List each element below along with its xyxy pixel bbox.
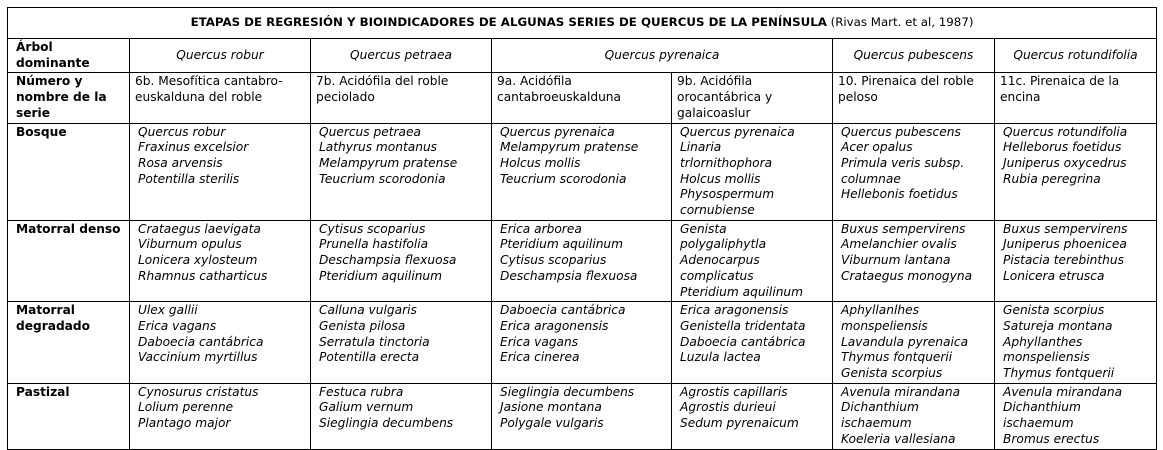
species-name: Pteridium aquilinum (319, 268, 443, 283)
species-name: Holcus mollis (680, 171, 761, 186)
species-name: Koeleria vallesiana (841, 431, 956, 446)
species-name: Festuca rubra (319, 384, 404, 399)
species-name: Thymus fontquerii (841, 350, 953, 365)
species-name: columnae (841, 171, 901, 186)
species-name: Erica aragonensis (680, 303, 789, 318)
species-name: Crataegus monogyna (841, 268, 973, 283)
species-name: Melampyrum pratense (500, 140, 639, 155)
species-name: Hellebonis foetidus (841, 187, 958, 202)
species-name: Holcus mollis (500, 155, 581, 170)
species-name: polygaliphytla (680, 237, 767, 252)
table-title-source: (Rivas Mart. et al, 1987) (830, 15, 974, 30)
species-name: Quercus pyrenaica (680, 124, 795, 139)
species-name: cornubiense (680, 203, 755, 218)
species-name: Physospermum (680, 187, 775, 202)
species-name: Adenocarpus (680, 253, 760, 268)
species-cell (311, 220, 492, 302)
species-name: Cynosurus cristatus (138, 384, 259, 399)
species-cell (995, 123, 1157, 220)
species-name: Daboecia cantábrica (500, 303, 626, 318)
species-name: Pteridium aquilinum (680, 284, 804, 299)
species-name: Helleborus foetidus (1003, 140, 1122, 155)
species-cell (672, 302, 833, 384)
species-cell (672, 383, 833, 449)
species-name: Prunella hastifolia (319, 237, 429, 252)
species-cell (995, 302, 1157, 384)
dominant-tree-row (8, 39, 1157, 73)
species-name: ischaemum (1003, 416, 1074, 431)
species-name: Pteridium aquilinum (500, 237, 624, 252)
species-name: Genistella tridentata (680, 318, 806, 333)
species-name: Quercus rotundifolia (1003, 124, 1128, 139)
species-name: Deschampsia flexuosa (319, 253, 457, 268)
species-name: Satureja montana (1003, 318, 1113, 333)
species-name: Ulex gallii (138, 303, 198, 318)
tree-pubescens: Quercus pubescens (833, 39, 995, 73)
matorral-degradado-row (8, 302, 1157, 384)
series-cell: 9b. Acidófila orocantábrica y galaicoaslur (672, 73, 833, 123)
species-name: Plantago major (138, 416, 231, 431)
species-name: Erica aragonensis (500, 318, 609, 333)
species-cell (492, 220, 672, 302)
species-name: Fraxinus excelsior (138, 140, 249, 155)
species-cell (311, 302, 492, 384)
species-name: Galium vernum (319, 400, 414, 415)
species-name: Lonicera xylosteum (138, 253, 258, 268)
row-label-arbol: Árbol dominante (8, 39, 130, 73)
species-name: Sieglingia decumbens (319, 416, 454, 431)
row-label-bosque: Bosque (8, 123, 130, 220)
species-name: Acer opalus (841, 140, 913, 155)
species-name: Lonicera etrusca (1003, 268, 1105, 283)
species-cell (492, 383, 672, 449)
species-name: Polygale vulgaris (500, 416, 604, 431)
table-title (8, 8, 1157, 39)
series-cell: 6b. Mesofítica cantabro-euskalduna del roble (130, 73, 311, 123)
tree-rotundifolia: Quercus rotundifolia (995, 39, 1157, 73)
series-cell: 11c. Pirenaica de la encina (995, 73, 1157, 123)
species-name: Aphyllanlhes (841, 303, 919, 318)
species-name: Amelanchier ovalis (841, 237, 957, 252)
species-cell (311, 383, 492, 449)
species-name: Quercus pyrenaica (500, 124, 615, 139)
title-row (8, 8, 1157, 39)
species-name: Pistacia terebinthus (1003, 253, 1124, 268)
species-cell (672, 220, 833, 302)
species-name: Lolium perenne (138, 400, 234, 415)
bioindicator-table-wrapper (7, 7, 1156, 450)
row-label-pastizal: Pastizal (8, 383, 130, 449)
species-name: monspeliensis (1003, 350, 1090, 365)
species-name: Genista scorpius (1003, 303, 1105, 318)
species-name: Potentilla erecta (319, 350, 420, 365)
species-name: Erica arborea (500, 221, 582, 236)
species-name: Vaccinium myrtillus (138, 350, 258, 365)
species-name: Quercus pubescens (841, 124, 961, 139)
species-name: Deschampsia flexuosa (500, 268, 638, 283)
species-name: Crataegus laevigata (138, 221, 261, 236)
species-name: trlornithophora (680, 155, 773, 170)
species-cell (833, 123, 995, 220)
species-name: monspeliensis (841, 318, 928, 333)
species-name: Thymus fontquerii (1003, 366, 1115, 381)
species-name: Buxus sempervirens (1003, 221, 1128, 236)
tree-robur: Quercus robur (130, 39, 311, 73)
species-name: Sedum pyrenaicum (680, 416, 799, 431)
species-cell (833, 220, 995, 302)
species-cell (833, 383, 995, 449)
species-cell (995, 383, 1157, 449)
species-name: Rosa arvensis (138, 155, 223, 170)
species-name: Sieglingia decumbens (500, 384, 635, 399)
species-name: Bromus erectus (1003, 431, 1100, 446)
species-cell (672, 123, 833, 220)
species-name: Erica vagans (500, 334, 579, 349)
row-label-serie: Número y nombre de la serie (8, 73, 130, 123)
species-name: Erica vagans (138, 318, 217, 333)
species-name: Calluna vulgaris (319, 303, 417, 318)
species-cell (130, 220, 311, 302)
species-name: Luzula lactea (680, 350, 761, 365)
series-row (8, 73, 1157, 123)
species-name: Juniperus phoenicea (1003, 237, 1127, 252)
table-title-main: ETAPAS DE REGRESIÓN Y BIOINDICADORES DE ALGUNAS SERIES DE QUERCUS DE LA PENÍNSULA (190, 15, 827, 30)
bioindicator-table (7, 7, 1157, 450)
row-label-matorral-degradado: Matorral degradado (8, 302, 130, 384)
species-name: Dichanthium (1003, 400, 1081, 415)
series-cell: 7b. Acidófila del roble peciolado (311, 73, 492, 123)
species-name: Rubia peregrina (1003, 171, 1101, 186)
species-name: Jasione montana (500, 400, 602, 415)
species-name: Genista pilosa (319, 318, 406, 333)
species-name: Buxus sempervirens (841, 221, 966, 236)
species-name: Daboecia cantábrica (138, 334, 264, 349)
species-name: Potentilla sterilis (138, 171, 240, 186)
matorral-denso-row (8, 220, 1157, 302)
species-name: ischaemum (841, 416, 912, 431)
species-name: Viburnum lantana (841, 253, 951, 268)
pastizal-row (8, 383, 1157, 449)
species-cell (130, 123, 311, 220)
species-name: Teucrium scorodonia (500, 171, 627, 186)
species-name: Quercus petraea (319, 124, 421, 139)
species-name: Melampyrum pratense (319, 155, 458, 170)
species-name: complicatus (680, 268, 754, 283)
species-name: Erica cinerea (500, 350, 580, 365)
species-name: Teucrium scorodonia (319, 171, 446, 186)
species-name: Cytisus scoparius (319, 221, 426, 236)
species-name: Agrostis durieui (680, 400, 776, 415)
species-name: Juniperus oxycedrus (1003, 155, 1127, 170)
species-cell (311, 123, 492, 220)
species-name: Genista (680, 221, 727, 236)
species-name: Lathyrus montanus (319, 140, 438, 155)
species-name: Linaria (680, 140, 722, 155)
species-cell (833, 302, 995, 384)
species-name: Avenula mirandana (841, 384, 961, 399)
species-name: Serratula tinctoria (319, 334, 430, 349)
species-name: Genista scorpius (841, 366, 943, 381)
species-name: Agrostis capillaris (680, 384, 788, 399)
species-name: Viburnum opulus (138, 237, 242, 252)
species-cell (492, 302, 672, 384)
species-name: Quercus robur (138, 124, 226, 139)
species-cell (492, 123, 672, 220)
tree-pyrenaica: Quercus pyrenaica (492, 39, 833, 73)
species-name: Avenula mirandana (1003, 384, 1123, 399)
species-name: Rhamnus catharticus (138, 268, 268, 283)
species-name: Aphyllanthes (1003, 334, 1083, 349)
tree-petraea: Quercus petraea (311, 39, 492, 73)
series-cell: 10. Pirenaica del roble peloso (833, 73, 995, 123)
species-cell (130, 302, 311, 384)
species-name: Primula veris subsp. (841, 155, 965, 170)
species-name: Daboecia cantábrica (680, 334, 806, 349)
species-name: Cytisus scoparius (500, 253, 607, 268)
species-cell (995, 220, 1157, 302)
species-name: Lavandula pyrenaica (841, 334, 969, 349)
species-cell (130, 383, 311, 449)
bosque-row (8, 123, 1157, 220)
series-cell: 9a. Acidófila cantabroeuskalduna (492, 73, 672, 123)
row-label-matorral-denso: Matorral denso (8, 220, 130, 302)
species-name: Dichanthium (841, 400, 919, 415)
